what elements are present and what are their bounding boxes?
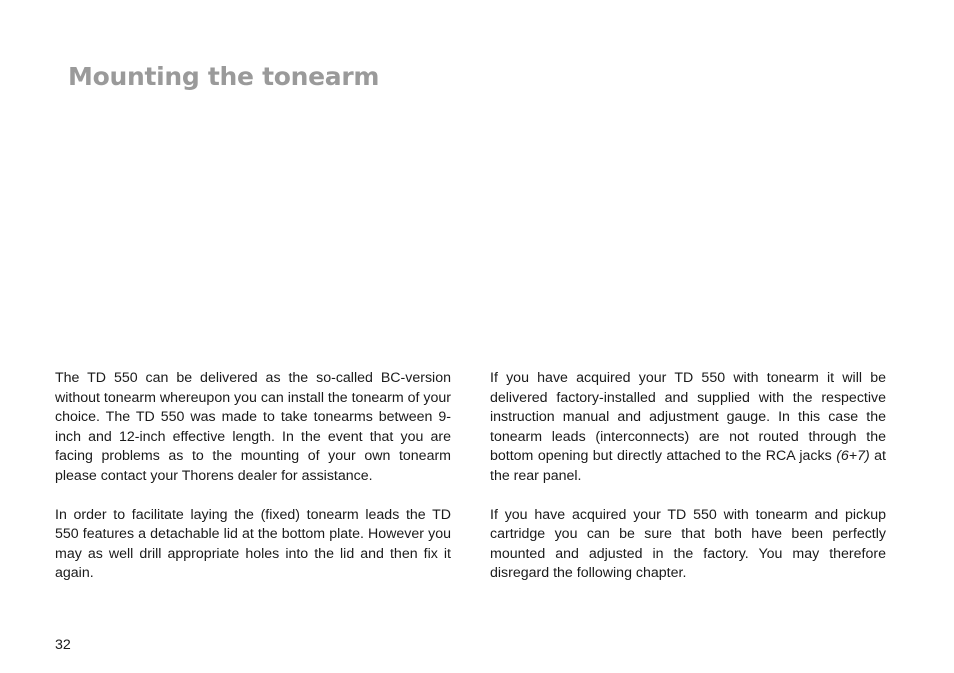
paragraph-pickup-cartridge: If you have acquired your TD 550 with tonearm and pickup cartridge you can be sure that both have been perfectly mounted and adjusted in the factory. You may therefore disregard the following chapter. [490,506,886,581]
page-number: 32 [55,637,71,653]
paragraph-factory-installed [490,369,886,486]
paragraph-text-end: at the rear panel. [490,448,886,484]
page-title: Mounting the tonearm [68,62,380,91]
rca-jacks-reference: (6+7) [836,448,870,464]
paragraph-text-start: If you have acquired your TD 550 with tonearm it will be delivered factory-installed and supplied with the respective instruction manual and adjustment gauge. In this case the tonearm leads (interconnects) are not routed through the bottom opening but directly attached to the RCA jacks [490,370,886,464]
left-column [55,369,451,603]
right-column [490,369,886,603]
paragraph-bc-version: The TD 550 can be delivered as the so-called BC-version without tonearm whereupon you can install the tonearm of your choice. The TD 550 was made to take tonearms between 9-inch and 12-inch effective length. In the event that you are facing problems as to the mounting of your own tonearm please contact your Thorens dealer for assistance. [55,370,451,484]
paragraph-detachable-lid: In order to facilitate laying the (fixed) tonearm leads the TD 550 features a detachable lid at the bottom plate. However you may as well drill appropriate holes into the lid and then fix it again. [55,506,451,581]
